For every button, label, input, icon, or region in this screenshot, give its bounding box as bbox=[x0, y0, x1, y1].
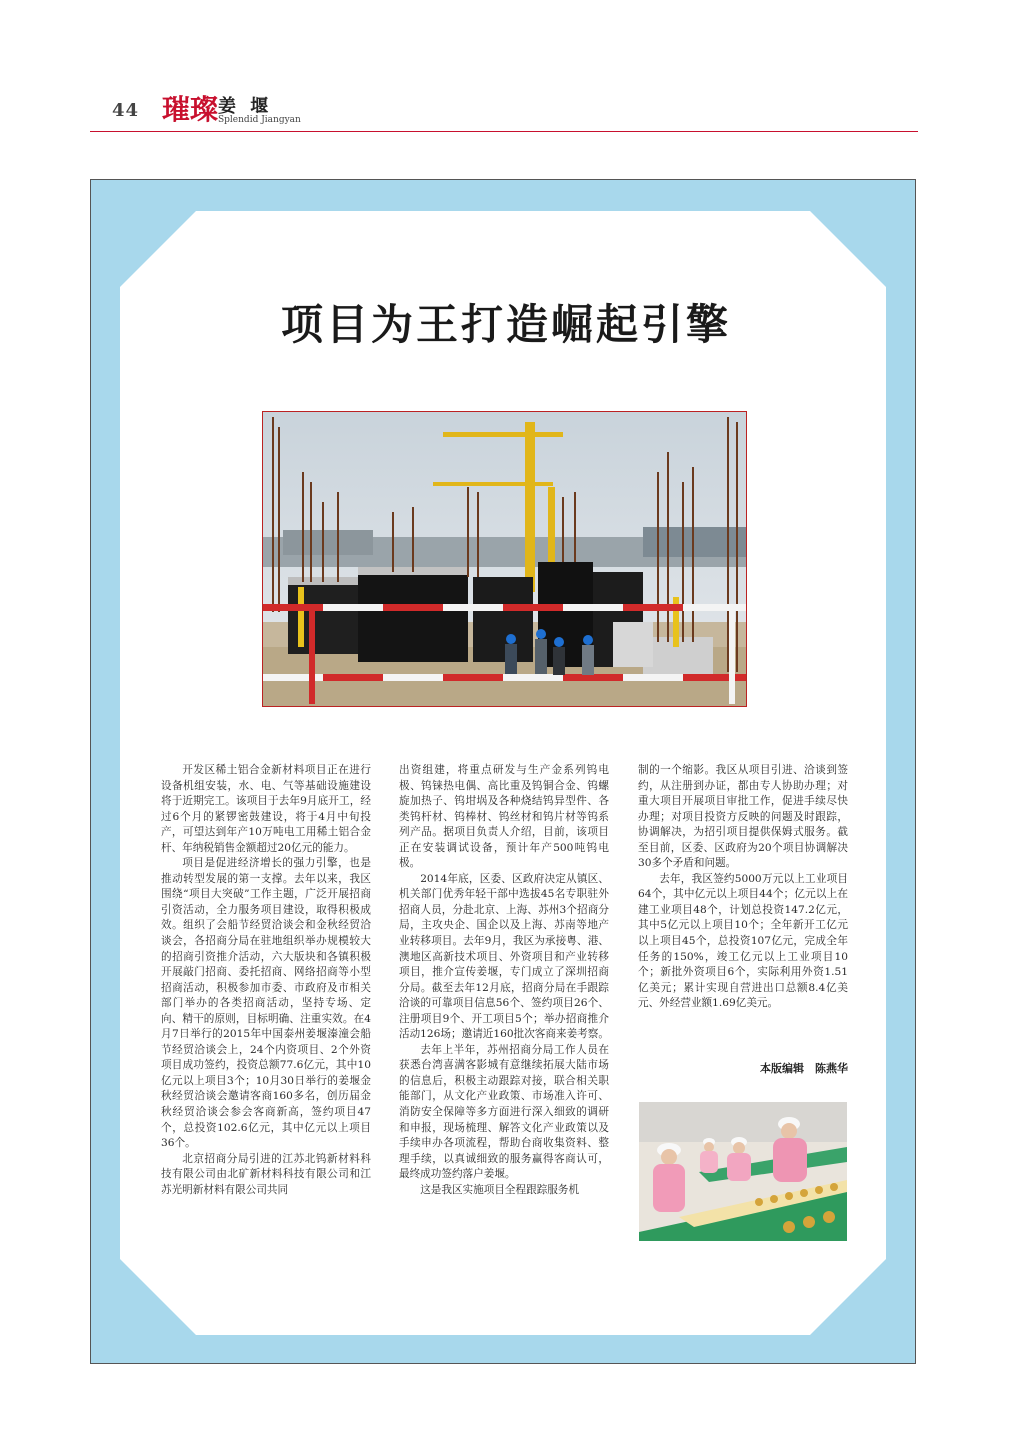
paragraph: 北京招商分局引进的江苏北钨新材料科技有限公司由北矿新材料科技有限公司和江苏光明新材料有限公司共同 bbox=[161, 1152, 371, 1196]
masthead-secondary: 姜 堰 bbox=[218, 96, 273, 117]
paragraph: 这是我区实施项目全程跟踪服务机 bbox=[420, 1183, 580, 1196]
header-divider bbox=[90, 131, 918, 132]
paragraph: 去年上半年，苏州招商分局工作人员在获悉台湾喜满客影城有意继续拓展大陆市场的信息后，积极主动跟踪对接，联合相关职能部门，从文化产业政策、市场准入许可、消防安全保障等多方面进行深入细致的调研和申报，现场梳理、解答文化产业政策以及手续申办各项流程，帮助台商收集资料、整理手续，以真诚细致的服务赢得客商认可，最终成功签约落户姜堰。 bbox=[399, 1043, 609, 1181]
masthead-main: 璀璨 bbox=[162, 93, 219, 126]
paragraph: 制的一个缩影。我区从项目引进、洽谈到签约，从注册到办证，都由专人协助办理；对重大项目开展项目审批工作，促进手续尽快办理；对项目投资方反映的问题及时跟踪，协调解决，为招引项目提供保姆式服务。截至目前，区委、区政府为20个项目协调解决30多个矛盾和问题。 bbox=[638, 764, 848, 870]
factory-workers-photo bbox=[639, 1102, 847, 1241]
article-title: 项目为王打造崛起引擎 bbox=[280, 300, 731, 349]
paragraph: 开发区稀土铝合金新材料项目正在进行设备机组安装，水、电、气等基础设施建设将于近期完工。该项目于去年9月底开工，经过6个月的紧锣密鼓建设，将于4月中旬投产，可望达到年产10万吨电工用稀土铝合金杆、年纳税销售金额超过20亿元的能力。 bbox=[161, 764, 371, 854]
article-column-1 bbox=[161, 763, 371, 1198]
masthead-english: Splendid Jiangyan bbox=[218, 115, 301, 125]
page-number: 44 bbox=[112, 100, 140, 121]
paragraph: 项目是促进经济增长的强力引擎，也是推动转型发展的第一支撑。去年以来，我区围绕“项目大突破”工作主题，广泛开展招商引资活动，全力服务项目建设，取得积极成效。组织了会船节经贸洽谈会和金秋经贸洽谈会，各招商分局在驻地组织举办规模较大的招商引资推介活动，六大版块和各镇积极开展敲门招商、委托招商、网络招商等小型招商活动，积极参加市委、市政府及市相关部门举办的各类招商活动，坚持专场、定向、精干的原则，目标明确、注重实效。在4月7日举行的2015年中国泰州姜堰溱潼会船节经贸洽谈会上，24个内资项目、2个外资项目成功签约，投资总额77.6亿元，其中10亿元以上项目3个；10月30日举行的姜堰金秋经贸洽谈会邀请客商160多名，创历届金秋经贸洽谈会参会客商新高，签约项目47个，总投资102.6亿元，其中亿元以上项目36个。 bbox=[161, 857, 371, 1150]
paragraph: 去年，我区签约5000万元以上工业项目64个，其中亿元以上项目44个；亿元以上在建工业项目48个，计划总投资147.2亿元，其中5亿元以上项目10个；全年新开工亿元以上项目45个，总投资107亿元，完成全年任务的150%，竣工亿元以上工业项目10个；新批外资项目6个，实际利用外资1.51亿美元；累计实现自营进出口总额8.4亿美元、外经营业额1.69亿美元。 bbox=[638, 872, 848, 1010]
article-column-3 bbox=[638, 763, 848, 1012]
editor-credit: 本版编辑 陈燕华 bbox=[760, 1062, 848, 1075]
paragraph: 出资组建，将重点研发与生产金系列钨电极、钨铼热电偶、高比重及钨铜合金、钨螺旋加热子、钨坩埚及各种烧结钨异型件、各类钨杆材、钨棒材、钨丝材和钨片材等钨系列产品。据项目负责人介绍，目前，该项目正在安装调试设备，预计年产500吨钨电极。 bbox=[399, 764, 609, 870]
construction-site-photo bbox=[262, 411, 747, 707]
paragraph: 2014年底，区委、区政府决定从镇区、机关部门优秀年轻干部中选拔45名专职驻外招商人员，分赴北京、上海、苏州3个招商分局，主攻央企、国企以及上海、苏南等地产业转移项目。去年9月，我区为承接粤、港、澳地区高新技术项目、外资项目和产业转移项目，推介宣传姜堰，专门成立了深圳招商分局。截至去年12月底，招商分局在手跟踪洽谈的可靠项目信息56个、签约项目26个、注册项目9个、开工项目5个；举办招商推介活动126场；邀请近160批次客商来姜考察。 bbox=[399, 872, 609, 1041]
article-column-2 bbox=[399, 763, 609, 1198]
